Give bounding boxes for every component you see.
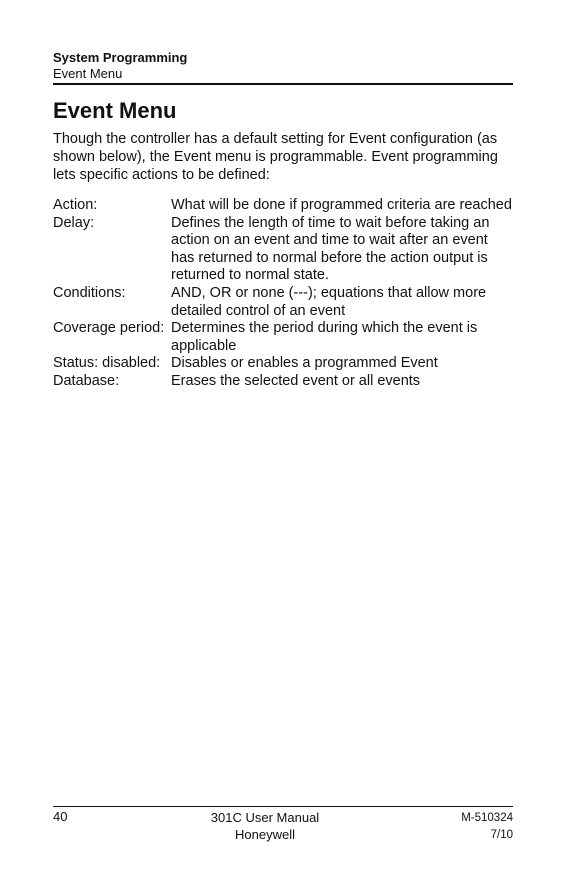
definition-row-action bbox=[53, 197, 515, 215]
definition-term: Coverage period: bbox=[53, 320, 165, 337]
page-number: 40 bbox=[53, 809, 68, 824]
footer-center-block bbox=[195, 809, 335, 843]
definition-row-conditions bbox=[53, 285, 515, 320]
definition-list bbox=[53, 197, 515, 391]
definition-description: Erases the selected event or all events bbox=[171, 372, 421, 389]
footer-right-block bbox=[461, 810, 513, 844]
header-divider bbox=[53, 83, 513, 85]
page-title: Event Menu bbox=[53, 98, 177, 123]
definition-description: Disables or enables a programmed Event bbox=[171, 355, 438, 372]
definition-row-status bbox=[53, 355, 515, 373]
definition-row-coverage-period bbox=[53, 320, 515, 355]
header-subsection-title: Event Menu bbox=[53, 66, 123, 81]
definition-row-database bbox=[53, 373, 515, 391]
intro-paragraph: Though the controller has a default setting for Event configuration (as shown below), the Event menu is programmable. Event programming lets specific actions to be defined: bbox=[53, 131, 498, 183]
page-header bbox=[53, 49, 513, 82]
definition-term: Delay: bbox=[53, 214, 95, 231]
definition-description: Defines the length of time to wait before taking an action on an event and time to wait after an event has returned to normal before the action output is returned to normal state. bbox=[171, 214, 490, 284]
footer-divider bbox=[53, 806, 513, 807]
definition-description: What will be done if programmed criteria are reached bbox=[171, 197, 512, 213]
definition-description: AND, OR or none (---); equations that allow more detailed control of an event bbox=[171, 284, 487, 319]
document-date: 7/10 bbox=[490, 829, 513, 841]
company-name: Honeywell bbox=[235, 827, 295, 842]
definition-description: Determines the period during which the event is applicable bbox=[171, 320, 478, 354]
document-number: M-510324 bbox=[461, 812, 513, 824]
manual-title: 301C User Manual bbox=[210, 810, 320, 825]
definition-term: Status: disabled: bbox=[53, 355, 161, 372]
definition-term: Database: bbox=[53, 372, 120, 389]
definition-term: Conditions: bbox=[53, 284, 126, 301]
definition-term: Action: bbox=[53, 197, 98, 213]
definition-row-delay bbox=[53, 215, 515, 285]
header-section-title: System Programming bbox=[53, 50, 188, 65]
